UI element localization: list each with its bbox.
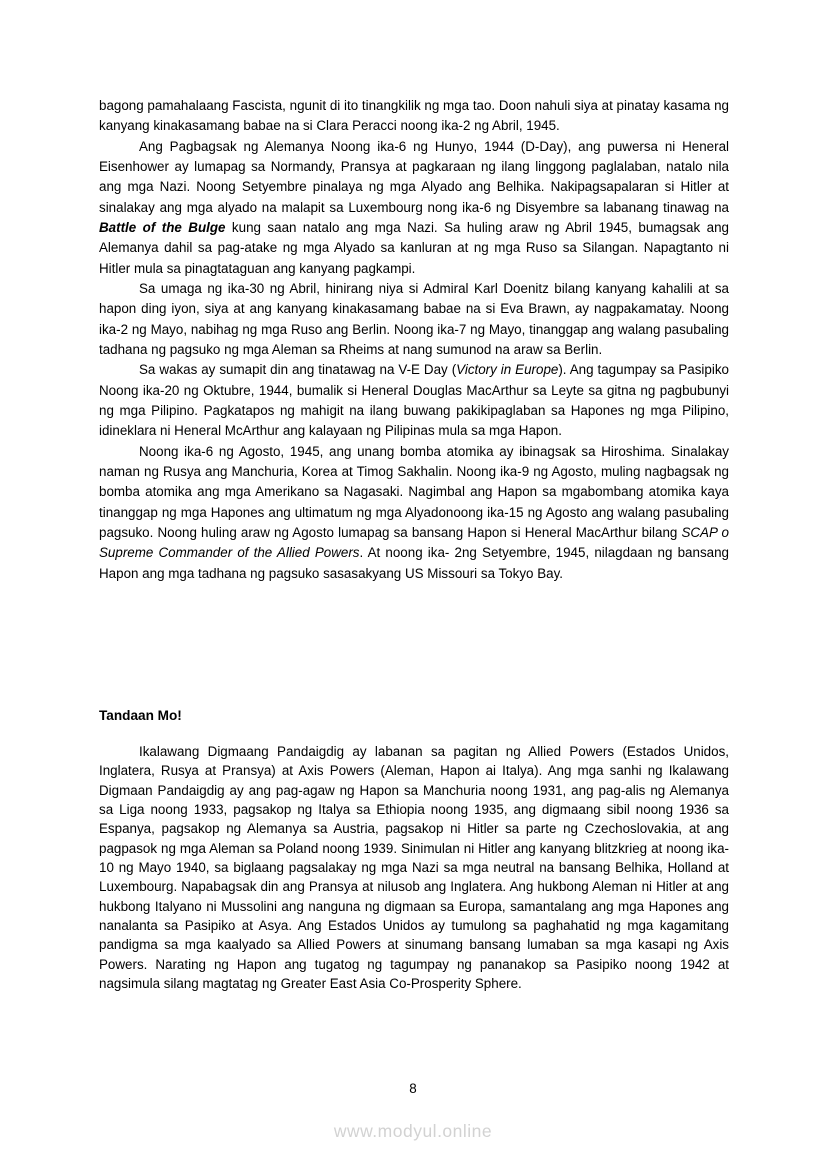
- text-run: SCAP o Supreme Commander of the Allied Powers: [99, 524, 729, 561]
- text-run: ). Ang tagumpay sa Pasipiko Noong ika-20 ng Oktubre, 1944, bumalik si Heneral Douglas MacArthur sa Leyte sa gitna ng pagbubunyi ng mga Pilipino. Pagkatapos ng mahigit na ilang buwang pakikipaglaban sa Hapones ng mga Pilipino, idineklara ni Heneral McArthur ang kalayaan ng Pilipinas mula sa mga Hapon.: [99, 362, 729, 439]
- summary-paragraph: [99, 742, 729, 993]
- text-run: Victory in Europe: [456, 362, 559, 378]
- text-run: . At noong ika- 2ng Setyembre, 1945, nilagdaan ng bansang Hapon ang mga tadhana ng pagsuko sasasakyang US Missouri sa Tokyo Bay.: [99, 545, 729, 581]
- text-run: Ang Pagbagsak ng Alemanya Noong ika-6 ng Hunyo, 1944 (D-Day), ang puwersa ni Heneral Eisenhower ay lumapag sa Normandy, Pransya at pagkaraan ng ilang linggong paglalaban, natalo nila ang mga Nazi. Noong Setyembre pinalaya ng mga Alyado ang Belhika. Nakipagsapalaran si Hitler at sinalakay ang mga alyado na malapit sa Luxembourg nong ika-6 ng Disyembre sa labanang tinawag na: [99, 138, 729, 215]
- text-run: Noong ika-6 ng Agosto, 1945, ang unang bomba atomika ay ibinagsak sa Hiroshima. Sinalakay naman ng Rusya ang Manchuria, Korea at Timog Sakhalin. Noong ika-9 ng Agosto, muling nagbagsak ng bomba atomika ang mga Amerikano sa Nagasaki. Nagimbal ang Hapon sa mgabombang atomika kaya tinanggap ng mga Hapones ang ultimatum ng mga Alyadonoong ika-15 ng Agosto ang walang pasubaling pagsuko. Noong huling araw ng Agosto lumapag sa bansang Hapon si Heneral MacArthur bilang: [99, 443, 729, 540]
- text-run: Sa wakas ay sumapit din ang tinatawag na V-E Day (: [139, 362, 457, 378]
- text-run: kung saan natalo ang mga Nazi. Sa huling araw ng Abril 1945, bumagsak ang Alemanya dahil sa pag-atake ng mga Alyado sa kanluran at ng mga Ruso sa Silangan. Napagtanto ni Hitler mula sa pinagtataguan ang kanyang pagkampi.: [99, 219, 729, 276]
- text-run: bagong pamahalaang Fascista, ngunit di ito tinangkilik ng mga tao. Doon nahuli siya at pinatay kasama ng kanyang kinakasamang babae na si Clara Peracci noong ika-2 ng Abril, 1945.: [99, 98, 729, 134]
- body-text-block: [99, 96, 729, 584]
- paragraph: [99, 360, 729, 441]
- text-run: Sa umaga ng ika-30 ng Abril, hinirang niya si Admiral Karl Doenitz bilang kanyang kahalili at sa hapon ding iyon, siya at ang kanyang kinakasamang babae na si Eva Brawn, ay nagpakamatay. Noong ika-2 ng Mayo, nabihag ng mga Ruso ang Berlin. Noong ika-7 ng Mayo, tinanggap ang walang pasubaling tadhana ng pagsuko ng mga Aleman sa Rheims at nang sumunod na araw sa Berlin.: [99, 280, 729, 357]
- section-heading: Tandaan Mo!: [99, 708, 182, 723]
- paragraph: [99, 279, 729, 360]
- watermark-text: www.modyul.online: [333, 1121, 493, 1141]
- text-run: Battle of the Bulge: [99, 219, 226, 235]
- paragraph: [99, 96, 729, 137]
- paragraph: [99, 137, 729, 279]
- paragraph: [99, 442, 729, 584]
- page-number: 8: [409, 1081, 417, 1096]
- text-run: Ikalawang Digmaang Pandaigdig ay labanan sa pagitan ng Allied Powers (Estados Unidos, Inglatera, Rusya at Pransya) at Axis Powers (Aleman, Hapon ai Italya). Ang mga sanhi ng Ikalawang Digmaan Pandaigdig ay ang pag-agaw ng Hapon sa Manchuria noong 1931, ang pag-alis ng Alemanya sa Liga noong 1933, pagsakop ng Italya sa Ethiopia noong 1935, ang digmaang sibil noong 1936 sa Espanya, pagsakop ng Alemanya sa Austria, pagsakop ni Hitler sa parte ng Czechoslovakia, at ang pagpasok ng mga Aleman sa Poland noong 1939. Sinimulan ni Hitler ang kanyang blitzkrieg at noong ika-10 ng Mayo 1940, sa biglaang pagsalakay ng mga Nazi sa mga neutral na bansang Belhika, Holland at Luxembourg. Napabagsak din ang Pransya at nilusob ang Inglatera. Ang hukbong Aleman ni Hitler at ang hukbong Italyano ni Mussolini ang nanguna ng digmaan sa Europa, samantalang ang mga Hapones ang nanalanta sa Pasipiko at Asya. Ang Estados Unidos ay tumulong sa paghahatid ng mga kagamitang pandigma sa mga kaalyado sa Allied Powers at sinumang bansang lumaban sa mga kasapi ng Axis Powers. Narating ng Hapon ang tugatog ng tagumpay ng pananakop sa Pasipiko noong 1942 at nagsimula silang magtatag ng Greater East Asia Co-Prosperity Sphere.: [99, 744, 729, 992]
